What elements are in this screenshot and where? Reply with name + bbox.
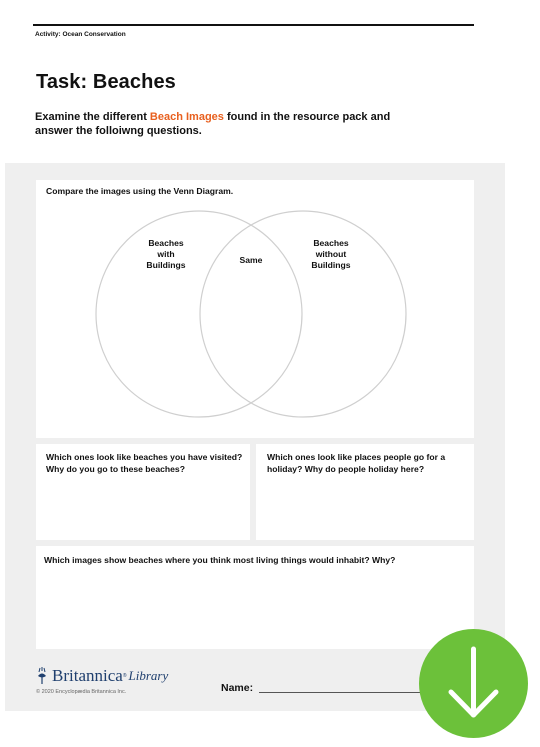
venn-prompt: Compare the images using the Venn Diagram. bbox=[46, 186, 234, 196]
copyright-text: © 2020 Encyclopædia Britannica Inc. bbox=[36, 689, 127, 695]
venn-left-line3: Buildings bbox=[146, 260, 186, 270]
venn-left-line1: Beaches bbox=[148, 238, 184, 248]
logo-brand: Britannica bbox=[52, 666, 123, 685]
inhabit-question: Which images show beaches where you think most living things would inhabit? Why? bbox=[44, 555, 396, 565]
venn-right-line2: without bbox=[315, 249, 347, 259]
intro-before: Examine the different bbox=[35, 111, 150, 123]
intro-highlight: Beach Images bbox=[149, 111, 224, 123]
name-label: Name: bbox=[221, 682, 254, 694]
venn-left-label bbox=[131, 238, 201, 271]
holiday-question: Which ones look like places people go for a holiday? Why do people holiday here? bbox=[267, 452, 446, 474]
venn-middle-label: Same bbox=[239, 255, 263, 265]
visited-question: Which ones look like beaches you have visited? Why do you go to these beaches? bbox=[46, 452, 243, 474]
thistle-icon bbox=[35, 667, 49, 685]
britannica-logo bbox=[35, 666, 168, 686]
venn-answer-box[interactable] bbox=[36, 180, 474, 438]
venn-right-line3: Buildings bbox=[311, 260, 351, 270]
page-title: Task: Beaches bbox=[36, 71, 176, 93]
name-input-line[interactable] bbox=[259, 692, 429, 693]
registered-mark: ® bbox=[122, 673, 127, 679]
venn-right-label bbox=[296, 238, 366, 271]
activity-label: Activity: Ocean Conservation bbox=[35, 31, 126, 38]
download-button[interactable] bbox=[419, 629, 528, 738]
logo-library: Library bbox=[128, 668, 169, 683]
download-arrow-icon bbox=[419, 629, 528, 738]
intro-text bbox=[35, 111, 395, 138]
venn-right-line1: Beaches bbox=[313, 238, 349, 248]
intro-after: found in the resource pack and answer the folloiwng questions. bbox=[35, 111, 391, 137]
venn-left-line2: with bbox=[157, 249, 175, 259]
top-rule bbox=[33, 24, 474, 26]
